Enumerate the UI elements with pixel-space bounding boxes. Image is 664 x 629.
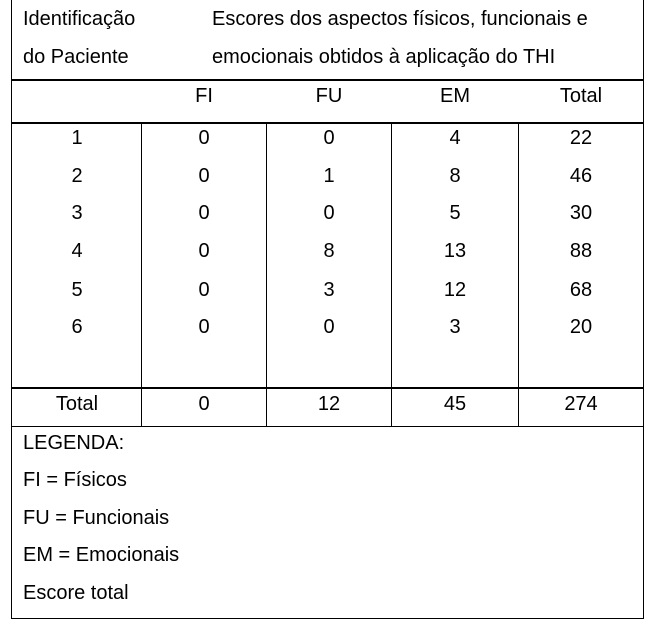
table-cell: 3	[71, 202, 83, 224]
legend-item: EM = Emocionais	[23, 544, 180, 566]
table-cell: 0	[323, 202, 335, 224]
column-header: Total	[559, 85, 603, 107]
table-cell: 0	[323, 316, 335, 338]
table-cell: 68	[569, 279, 593, 301]
table-cell: 4	[71, 240, 83, 262]
total-cell: 274	[564, 393, 598, 415]
total-cell: Total	[55, 393, 99, 415]
column-divider-1	[141, 123, 142, 426]
rule-below-title	[11, 79, 644, 81]
table-cell: 12	[443, 279, 467, 301]
legend-item: FU = Funcionais	[23, 507, 170, 529]
table-cell: 20	[569, 316, 593, 338]
column-divider-4	[518, 123, 519, 426]
column-divider-3	[391, 123, 392, 426]
table-cell: 6	[71, 316, 83, 338]
rule-below-total	[11, 426, 644, 427]
table-cell: 0	[198, 279, 210, 301]
column-divider-2	[266, 123, 267, 426]
column-header: FU	[315, 85, 343, 107]
header-id-line2: do Paciente	[23, 46, 129, 68]
table-cell: 0	[198, 316, 210, 338]
legend-item: FI = Físicos	[23, 469, 127, 491]
column-header: EM	[440, 85, 470, 107]
table-cell: 88	[569, 240, 593, 262]
table-cell: 22	[569, 127, 593, 149]
table-cell: 0	[198, 202, 210, 224]
total-cell: 0	[198, 393, 210, 415]
header-id-line1: Identificação	[23, 8, 136, 30]
header-scores-line1: Escores dos aspectos físicos, funcionais e	[212, 8, 588, 30]
table-cell: 5	[449, 202, 461, 224]
table-cell: 8	[323, 240, 335, 262]
table-cell: 0	[323, 127, 335, 149]
legend-item: Escore total	[23, 582, 129, 604]
table-cell: 0	[198, 240, 210, 262]
table-cell: 3	[323, 279, 335, 301]
header-scores-line2: emocionais obtidos à aplicação do THI	[212, 46, 556, 68]
table-cell: 0	[198, 165, 210, 187]
table-cell: 3	[449, 316, 461, 338]
rule-below-columns	[11, 122, 644, 124]
table-cell: 2	[71, 165, 83, 187]
table-cell: 1	[71, 127, 83, 149]
table-cell: 5	[71, 279, 83, 301]
table-cell: 0	[198, 127, 210, 149]
table-cell: 13	[443, 240, 467, 262]
table-cell: 1	[323, 165, 335, 187]
total-cell: 45	[443, 393, 467, 415]
table-cell: 8	[449, 165, 461, 187]
table-cell: 30	[569, 202, 593, 224]
legend-title: LEGENDA:	[23, 432, 125, 454]
total-cell: 12	[317, 393, 341, 415]
column-header: FI	[195, 85, 213, 107]
table-cell: 46	[569, 165, 593, 187]
table-cell: 4	[449, 127, 461, 149]
rule-above-total	[11, 387, 644, 389]
